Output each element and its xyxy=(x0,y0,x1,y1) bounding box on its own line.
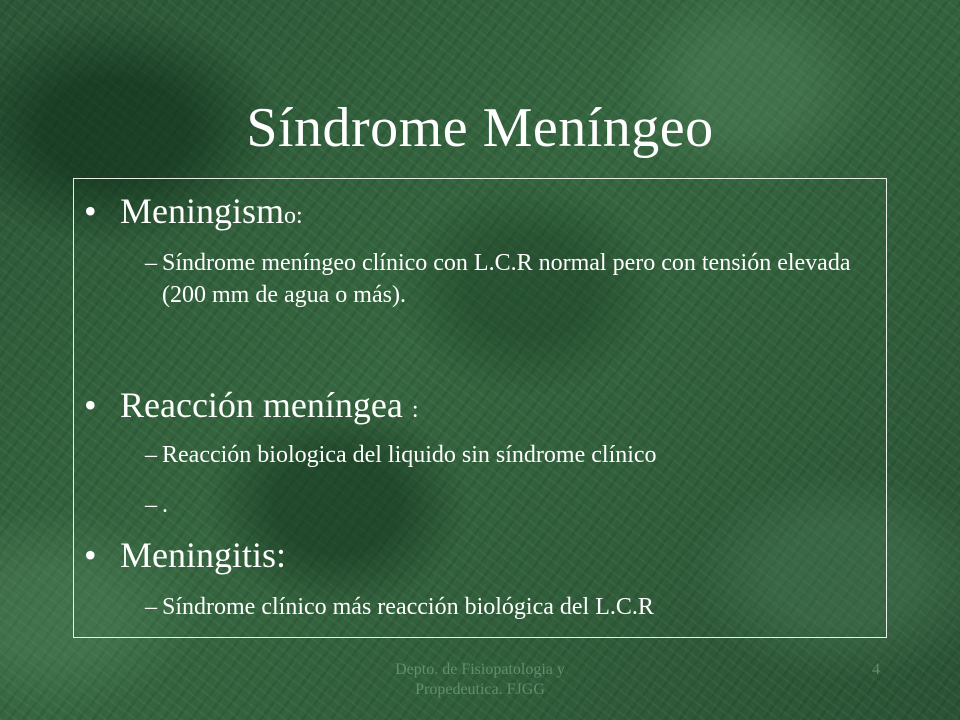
heading-meningitis: Meningitis: xyxy=(120,535,287,575)
bullet-glyph: • xyxy=(84,385,97,425)
footer-page-number: 4 xyxy=(872,661,880,678)
dash-glyph: – xyxy=(145,492,157,518)
heading-meningismo-suffix: o: xyxy=(284,203,303,229)
sub-item-text: . xyxy=(162,492,168,518)
heading-reaccion-meningea: Reacción meníngea xyxy=(120,385,412,425)
bullet-meningitis xyxy=(84,535,286,580)
bullet-meningismo xyxy=(84,191,303,236)
slide-title: Síndrome Meníngeo xyxy=(246,97,714,159)
sub-item-reaccion-definition xyxy=(128,439,888,471)
heading-meningismo: Meningism xyxy=(120,191,285,231)
footer-department: Depto. de Fisiopatologia y Propedeutica. FJGG xyxy=(395,661,565,698)
sub-item-meningismo-definition xyxy=(128,247,888,311)
content-box xyxy=(73,178,887,638)
bullet-glyph: • xyxy=(84,191,97,231)
sub-item-text: Síndrome clínico más reacción biológica del L.C.R xyxy=(162,594,654,620)
bullet-glyph: • xyxy=(84,535,97,575)
sub-item-text: Síndrome meníngeo clínico con L.C.R normal pero con tensión elevada (200 mm de agua o más). xyxy=(162,250,851,308)
bullet-reaccion-meningea xyxy=(84,385,419,430)
dash-glyph: – xyxy=(145,250,157,276)
sub-item-text: Reacción biologica del liquido sin síndrome clínico xyxy=(162,442,657,468)
dash-glyph: – xyxy=(145,594,157,620)
heading-reaccion-meningea-suffix: : xyxy=(411,397,419,423)
sub-item-meningitis-definition xyxy=(128,591,888,623)
dash-glyph: – xyxy=(145,442,157,468)
sub-item-reaccion-empty xyxy=(128,489,888,521)
